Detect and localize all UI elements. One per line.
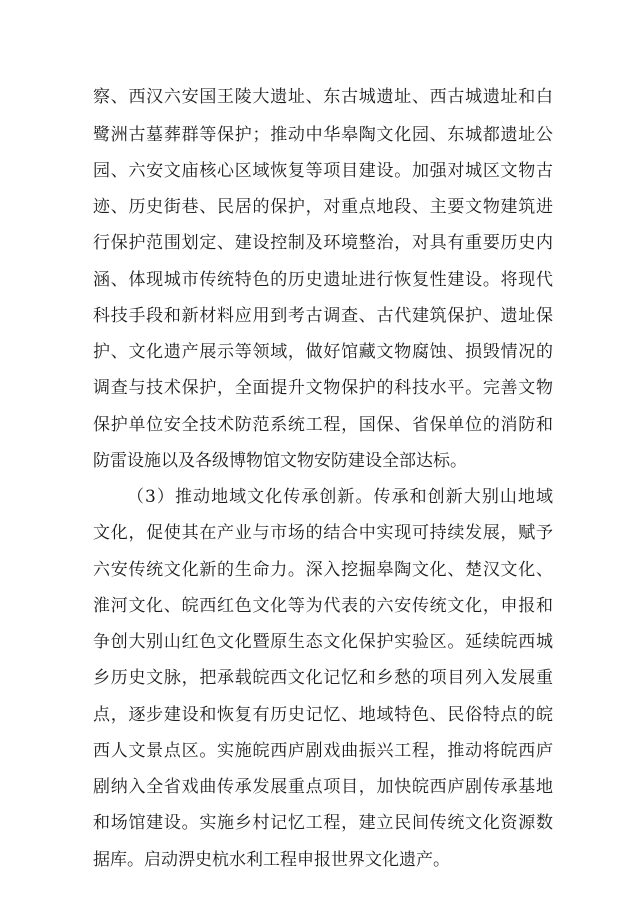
text-line: 迹、历史街巷、民居的保护，对重点地段、主要文物建筑进 — [93, 197, 553, 217]
text-line: 调查与技术保护，全面提升文物保护的科技水平。完善文物 — [93, 378, 553, 398]
text-line: 西人文景点区。实施皖西庐剧戏曲振兴工程，推动将皖西庐 — [93, 741, 553, 761]
text-line: 护、文化遗产展示等领域，做好馆藏文物腐蚀、损毁情况的 — [93, 342, 553, 362]
text-line: 淮河文化、皖西红色文化等为代表的六安传统文化，申报和 — [93, 596, 553, 616]
text-line: 和场馆建设。实施乡村记忆工程，建立民间传统文化资源数 — [93, 813, 553, 833]
text-line: 保护单位安全技术防范系统工程，国保、省保单位的消防和 — [93, 415, 553, 435]
text-line: 争创大别山红色文化暨原生态文化保护实验区。延续皖西城 — [93, 632, 553, 652]
text-line: 涵、体现城市传统特色的历史遗址进行恢复性建设。将现代 — [93, 270, 553, 290]
text-line: 防雷设施以及各级博物馆文物安防建设全部达标。 — [93, 451, 467, 471]
text-line: 六安传统文化新的生命力。深入挖掘皋陶文化、楚汉文化、 — [93, 560, 553, 580]
text-line: 剧纳入全省戏曲传承发展重点项目，加快皖西庐剧传承基地 — [93, 777, 553, 797]
text-line: 据库。启动淠史杭水利工程申报世界文化遗产。 — [93, 850, 450, 870]
text-line: 察、西汉六安国王陵大遗址、东古城遗址、西古城遗址和白 — [93, 87, 553, 107]
text-line: 科技手段和新材料应用到考古调查、古代建筑保护、遗址保 — [93, 306, 553, 326]
text-line: 文化，促使其在产业与市场的结合中实现可持续发展，赋予 — [93, 523, 553, 543]
section-heading-line: （3）推动地域文化传承创新。传承和创新大别山地域 — [127, 487, 553, 507]
text-line: 园、六安文庙核心区域恢复等项目建设。加强对城区文物古 — [93, 161, 553, 181]
text-line: 点，逐步建设和恢复有历史记忆、地域特色、民俗特点的皖 — [93, 705, 553, 725]
text-line: 鹭洲古墓葬群等保护；推动中华皋陶文化园、东城都遗址公 — [93, 125, 553, 145]
text-line: 乡历史文脉，把承载皖西文化记忆和乡愁的项目列入发展重 — [93, 668, 553, 688]
text-line: 行保护范围划定、建设控制及环境整治，对具有重要历史内 — [93, 233, 553, 253]
